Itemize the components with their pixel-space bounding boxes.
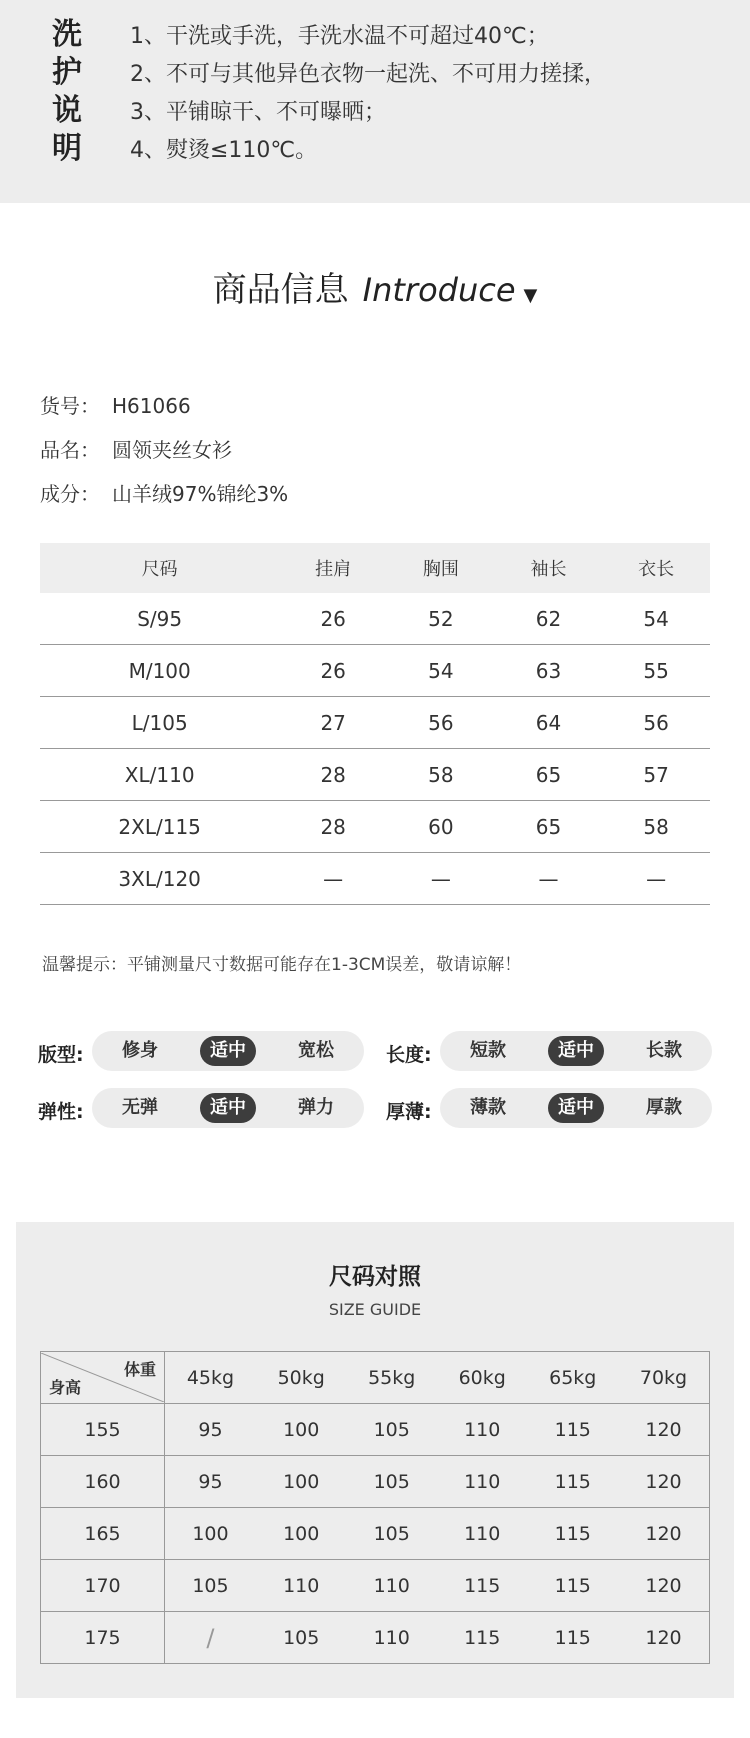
table-cell: 115 (437, 1560, 528, 1612)
weight-header: 60kg (437, 1352, 528, 1404)
weight-header: 55kg (346, 1352, 437, 1404)
size-guide-subtitle: SIZE GUIDE (328, 1300, 422, 1319)
table-row (41, 1404, 710, 1456)
attr-pill-elasticity (92, 1088, 364, 1128)
attr-option: 弹力 (298, 1097, 334, 1118)
attr-option: 薄款 (470, 1097, 506, 1118)
table-cell: 105 (346, 1456, 437, 1508)
care-title-char: 护 (52, 55, 82, 90)
care-line: 2、不可与其他异色衣物一起洗、不可用力搓揉， (130, 62, 606, 87)
table-row (41, 1456, 710, 1508)
table-cell: 27 (279, 697, 387, 749)
table-cell: 110 (256, 1560, 347, 1612)
table-cell: 95 (165, 1404, 256, 1456)
table-header-row (41, 1352, 710, 1404)
size-guide-table (40, 1351, 710, 1664)
table-cell: 120 (618, 1508, 710, 1560)
table-cell: 110 (346, 1560, 437, 1612)
table-cell: 100 (256, 1404, 347, 1456)
measurement-tip: 温馨提示：平铺测量尺寸数据可能存在1-3CM误差，敬请谅解！ (42, 955, 522, 975)
table-cell: 100 (165, 1508, 256, 1560)
attr-option: 厚款 (646, 1097, 682, 1118)
info-value: 山羊绒97%锦纶3% (112, 482, 289, 506)
table-cell: — (279, 853, 387, 905)
attr-pill-length (440, 1031, 712, 1071)
table-cell: 105 (346, 1404, 437, 1456)
table-cell: — (495, 853, 603, 905)
table-cell: 26 (279, 645, 387, 697)
table-cell: 26 (279, 593, 387, 645)
attr-option-selected: 适中 (200, 1093, 256, 1123)
measurement-table (40, 543, 710, 905)
table-row (40, 593, 710, 645)
attr-option: 修身 (122, 1040, 158, 1061)
table-cell-empty: / (165, 1612, 256, 1664)
attr-option-selected: 适中 (200, 1036, 256, 1066)
column-header: 尺码 (40, 543, 279, 593)
table-cell: 110 (437, 1508, 528, 1560)
table-row (40, 853, 710, 905)
table-cell: 105 (346, 1508, 437, 1560)
table-row (40, 749, 710, 801)
table-row (40, 645, 710, 697)
table-cell: 120 (618, 1612, 710, 1664)
info-row-name (40, 434, 232, 463)
table-cell: M/100 (40, 645, 279, 697)
table-cell: 115 (527, 1404, 618, 1456)
table-cell: 110 (346, 1612, 437, 1664)
info-key: 成分： (40, 482, 100, 506)
attr-option: 无弹 (122, 1097, 158, 1118)
table-cell: — (387, 853, 495, 905)
size-guide-title: 尺码对照 (329, 1264, 421, 1290)
table-cell: 120 (618, 1456, 710, 1508)
table-cell: 64 (495, 697, 603, 749)
table-row (41, 1612, 710, 1664)
table-cell: 65 (495, 801, 603, 853)
table-cell: 54 (602, 593, 710, 645)
attr-pill-fit (92, 1031, 364, 1071)
attr-option: 短款 (470, 1040, 506, 1061)
table-cell: 115 (527, 1508, 618, 1560)
weight-header: 70kg (618, 1352, 710, 1404)
care-title-char: 明 (52, 131, 82, 166)
table-cell: 115 (527, 1456, 618, 1508)
attr-label-length: 长度: (386, 1044, 432, 1066)
height-cell: 175 (41, 1612, 165, 1664)
attr-label-elasticity: 弹性: (38, 1101, 84, 1123)
table-cell: 63 (495, 645, 603, 697)
attr-option-selected: 适中 (548, 1036, 604, 1066)
table-cell: — (602, 853, 710, 905)
weight-header: 65kg (527, 1352, 618, 1404)
care-list (130, 18, 606, 170)
table-cell: 100 (256, 1508, 347, 1560)
table-cell: 56 (602, 697, 710, 749)
section-title-en: Introduce (362, 271, 516, 309)
corner-cell (41, 1352, 165, 1404)
care-line: 4、熨烫≤110℃。 (130, 138, 318, 163)
table-cell: 95 (165, 1456, 256, 1508)
attr-pill-thickness (440, 1088, 712, 1128)
attr-label-fit: 版型: (38, 1044, 84, 1066)
attr-label-thickness: 厚薄: (386, 1101, 432, 1123)
weight-header: 50kg (256, 1352, 347, 1404)
table-header-row (40, 543, 710, 593)
info-key: 品名： (40, 438, 100, 462)
care-title-char: 说 (52, 93, 82, 128)
column-header: 衣长 (602, 543, 710, 593)
table-cell: 57 (602, 749, 710, 801)
table-cell: 58 (602, 801, 710, 853)
corner-height-label: 身高 (49, 1378, 82, 1397)
table-cell: 52 (387, 593, 495, 645)
attr-option: 长款 (646, 1040, 682, 1061)
info-key: 货号： (40, 394, 100, 418)
weight-header: 45kg (165, 1352, 256, 1404)
table-cell: 28 (279, 749, 387, 801)
table-cell: S/95 (40, 593, 279, 645)
care-title-char: 洗 (52, 17, 82, 52)
info-value: H61066 (112, 394, 191, 418)
table-cell: 54 (387, 645, 495, 697)
table-cell: 60 (387, 801, 495, 853)
attr-option-selected: 适中 (548, 1093, 604, 1123)
table-cell: 120 (618, 1404, 710, 1456)
info-row-composition (40, 478, 288, 507)
table-row (41, 1508, 710, 1560)
table-cell: L/105 (40, 697, 279, 749)
table-cell: 105 (256, 1612, 347, 1664)
table-row (41, 1560, 710, 1612)
attr-option: 宽松 (298, 1040, 334, 1061)
section-title-cn: 商品信息 (212, 270, 349, 310)
info-value: 圆领夹丝女衫 (112, 438, 232, 462)
table-cell: 115 (527, 1612, 618, 1664)
corner-weight-label: 体重 (123, 1360, 156, 1379)
care-line: 1、干洗或手洗，手洗水温不可超过40℃； (130, 24, 549, 49)
table-row (40, 697, 710, 749)
triangle-down-icon: ▼ (523, 285, 538, 306)
care-instructions-panel (0, 0, 750, 203)
table-cell: 55 (602, 645, 710, 697)
table-cell: 28 (279, 801, 387, 853)
height-cell: 160 (41, 1456, 165, 1508)
table-cell: 65 (495, 749, 603, 801)
table-cell: 56 (387, 697, 495, 749)
table-cell: 115 (527, 1560, 618, 1612)
column-header: 袖长 (495, 543, 603, 593)
table-cell: 100 (256, 1456, 347, 1508)
table-row (40, 801, 710, 853)
height-cell: 155 (41, 1404, 165, 1456)
table-cell: 110 (437, 1404, 528, 1456)
corner-diagonal (41, 1353, 164, 1402)
table-cell: 105 (165, 1560, 256, 1612)
table-cell: 120 (618, 1560, 710, 1612)
table-cell: 110 (437, 1456, 528, 1508)
table-cell: XL/110 (40, 749, 279, 801)
height-cell: 170 (41, 1560, 165, 1612)
info-row-sku (40, 390, 191, 419)
size-guide-panel (16, 1222, 734, 1698)
table-cell: 58 (387, 749, 495, 801)
height-cell: 165 (41, 1508, 165, 1560)
care-title (52, 16, 92, 168)
table-cell: 2XL/115 (40, 801, 279, 853)
care-line: 3、平铺晾干、不可曝晒； (130, 100, 386, 125)
column-header: 胸围 (387, 543, 495, 593)
section-title (0, 262, 750, 311)
table-cell: 62 (495, 593, 603, 645)
column-header: 挂肩 (279, 543, 387, 593)
table-cell: 3XL/120 (40, 853, 279, 905)
table-cell: 115 (437, 1612, 528, 1664)
